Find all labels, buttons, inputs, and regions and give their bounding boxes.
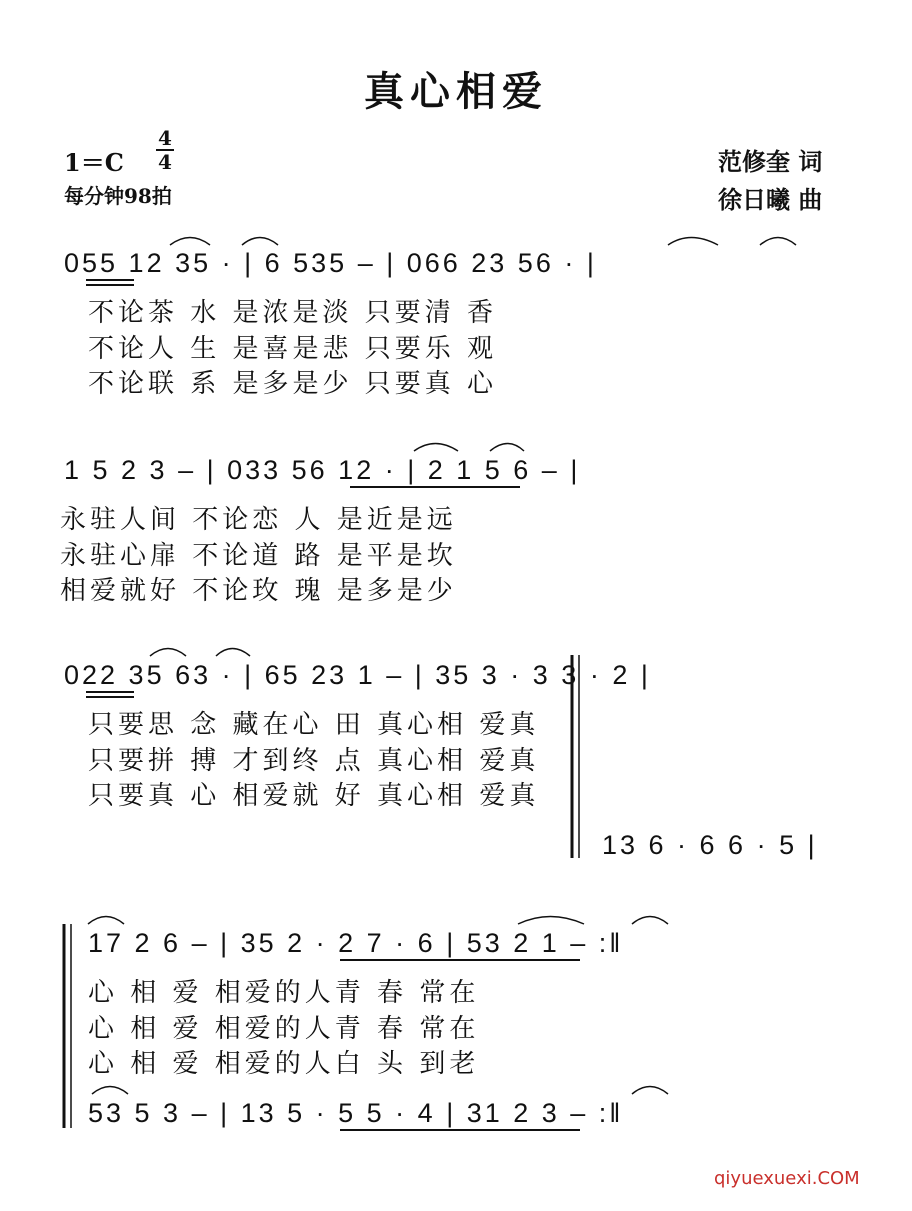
system-4-notes: 17 2 6 – | 35 2 · 2 7 · 6 | 53 2 1 – :‖	[88, 928, 624, 958]
brace-system-3	[572, 655, 579, 858]
slur	[150, 649, 186, 657]
slur	[216, 649, 250, 657]
slur	[490, 444, 524, 452]
system-1-notes: 055 12 35 · | 6 535 – | 066 23 56 · |	[64, 248, 597, 278]
system-3-lyrics-3: 只要真 心 相爱就 好 真心相 爱真	[88, 781, 540, 811]
system-4-lyrics-3: 心 相 爱 相爱的人白 头 到老	[88, 1049, 480, 1079]
slur	[92, 1087, 128, 1095]
key-signature: 1＝C	[64, 148, 124, 177]
system-3-notes: 022 35 63 · | 65 23 1 – | 35 3 · 3 3 · 2 |	[64, 660, 651, 690]
system-3-lower-notes: 13 6 · 6 6 · 5 |	[602, 830, 818, 860]
watermark: qiyuexuexi.COM	[714, 1168, 860, 1189]
system-4-lyrics-1: 心 相 爱 相爱的人青 春 常在	[88, 978, 480, 1008]
time-signature-bottom: 4	[158, 150, 172, 174]
slur	[414, 444, 458, 452]
slur	[518, 917, 584, 925]
system-2-lyrics-2: 永驻心扉 不论道 路 是平是坎	[60, 541, 457, 571]
composer-credit: 徐日曦 曲	[718, 185, 823, 214]
system-4-lower-notes: 53 5 3 – | 13 5 · 5 5 · 4 | 31 2 3 – :‖	[88, 1098, 624, 1128]
system-3-lyrics-2: 只要拼 搏 才到终 点 真心相 爱真	[88, 746, 540, 776]
slur	[170, 238, 210, 246]
system-2-lyrics-3: 相爱就好 不论玫 瑰 是多是少	[60, 576, 457, 606]
slur	[88, 917, 124, 925]
system-1-lyrics-2: 不论人 生 是喜是悲 只要乐 观	[88, 334, 498, 364]
slur	[668, 238, 718, 246]
system-3-lyrics-1: 只要思 念 藏在心 田 真心相 爱真	[88, 710, 540, 740]
system-1-lyrics-1: 不论茶 水 是浓是淡 只要清 香	[88, 298, 498, 328]
slur	[242, 238, 278, 246]
system-2-notes: 1 5 2 3 – | 033 56 12 · | 2 1 5 6 – |	[64, 455, 581, 485]
lyricist-credit: 范修奎 词	[718, 147, 823, 176]
system-1-lyrics-3: 不论联 系 是多是少 只要真 心	[88, 369, 498, 399]
slur	[632, 917, 668, 925]
system-2-lyrics-1: 永驻人间 不论恋 人 是近是远	[60, 505, 457, 535]
system-4-lyrics-2: 心 相 爱 相爱的人青 春 常在	[88, 1014, 480, 1044]
time-signature-top: 4	[158, 126, 172, 150]
tempo-marking: 每分钟98拍	[64, 184, 172, 208]
song-title: 真心相爱	[364, 68, 548, 115]
slur	[760, 238, 796, 246]
brace-system-4	[64, 924, 71, 1128]
slur	[632, 1087, 668, 1095]
